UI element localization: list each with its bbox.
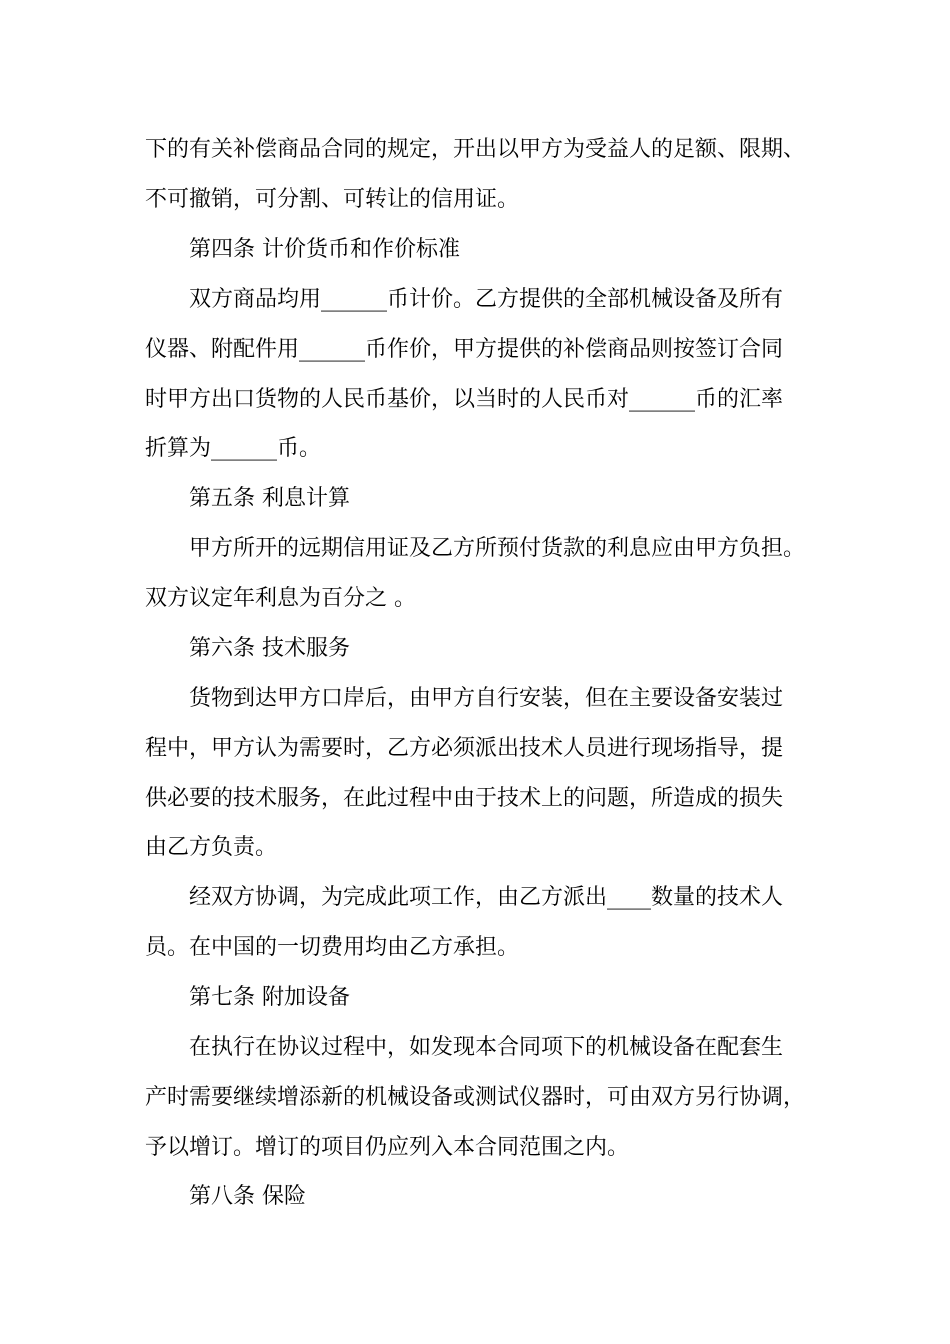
section-heading-article-7: 第七条 附加设备 bbox=[189, 985, 350, 1010]
section-heading-article-4: 第四条 计价货币和作价标准 bbox=[189, 237, 460, 262]
paragraph-line: 在执行在协议过程中，如发现本合同项下的机械设备在配套生 bbox=[189, 1035, 784, 1060]
section-heading-article-8: 第八条 保险 bbox=[189, 1184, 306, 1209]
paragraph-line: 由乙方负责。 bbox=[145, 835, 278, 860]
section-heading-article-5: 第五条 利息计算 bbox=[189, 486, 350, 511]
paragraph-line: 甲方所开的远期信用证及乙方所预付货款的利息应由甲方负担。 bbox=[189, 536, 806, 561]
paragraph-line: 供必要的技术服务，在此过程中由于技术上的问题，所造成的损失 bbox=[145, 786, 784, 811]
paragraph-line: 程中，甲方认为需要时，乙方必须派出技术人员进行现场指导，提 bbox=[145, 736, 784, 761]
paragraph-line: 折算为______币。 bbox=[145, 436, 322, 461]
paragraph-line: 产时需要继续增添新的机械设备或测试仪器时，可由双方另行协调， bbox=[145, 1085, 806, 1110]
paragraph-line: 经双方协调，为完成此项工作，由乙方派出____数量的技术人 bbox=[189, 885, 784, 910]
paragraph-line: 不可撤销，可分割、可转让的信用证。 bbox=[145, 187, 520, 212]
paragraph-line: 员。在中国的一切费用均由乙方承担。 bbox=[145, 935, 520, 960]
paragraph-line: 货物到达甲方口岸后，由甲方自行安装，但在主要设备安装过 bbox=[189, 686, 784, 711]
paragraph-line: 下的有关补偿商品合同的规定，开出以甲方为受益人的足额、限期、 bbox=[145, 137, 806, 162]
paragraph-line: 予以增订。增订的项目仍应列入本合同范围之内。 bbox=[145, 1135, 630, 1160]
paragraph-line: 时甲方出口货物的人民币基价，以当时的人民币对______币的汇率 bbox=[145, 387, 784, 412]
paragraph-line: 仪器、附配件用______币作价，甲方提供的补偿商品则按签订合同 bbox=[145, 337, 784, 362]
section-heading-article-6: 第六条 技术服务 bbox=[189, 636, 350, 661]
paragraph-line: 双方议定年利息为百分之 。 bbox=[145, 586, 416, 611]
paragraph-line: 双方商品均用______币计价。乙方提供的全部机械设备及所有 bbox=[189, 287, 784, 312]
